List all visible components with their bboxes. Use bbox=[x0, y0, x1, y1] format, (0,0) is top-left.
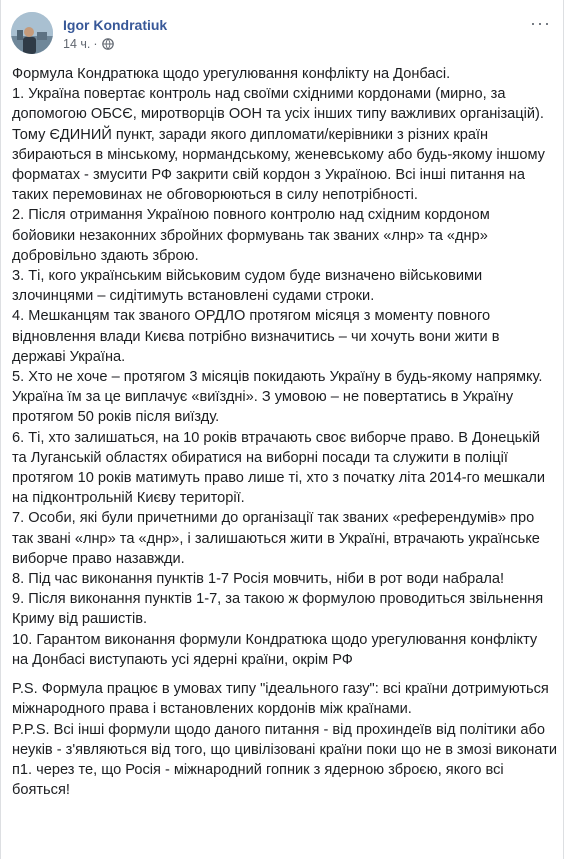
post-paragraph: 1. Україна повертає контроль над своїми східними кордонами (мирно, за допомогою ОБСЄ, миротворців ООН та усіх інших типу важливих організацій). Тому ЄДИНИЙ пункт, заради якого дипломати/керівники з різних країн збираються в мінському, нормандському, женевському або будь-якому іншому форматах - змусити РФ закрити свій кордон з Україною. Всі інші питання на таких перемовинах не обговорюються в силу непотрібності. bbox=[12, 86, 545, 204]
post-paragraph: 5. Хто не хоче – протягом 3 місяців покидають Україну в будь-якому напрямку. Україна їм за це виплачує «виїздні». З умовою – не повертатись в Україну протягом 50 років після виїзду. bbox=[12, 369, 543, 426]
post-paragraph: 6. Ті, хто залишаться, на 10 років втрачають своє виборче право. В Донецькій та Луганській областях обиратися на виборні посади та служити в поліції протягом 10 років матимуть право лише ті, хто з початку літа 2014-го мешкали на підконтрольній Києву території. bbox=[12, 429, 546, 507]
globe-icon[interactable] bbox=[102, 38, 114, 50]
meta-separator: · bbox=[93, 37, 98, 51]
more-options-icon[interactable]: ··· bbox=[530, 13, 551, 33]
post-paragraph: Формула Кондратюка щодо урегулювання конфлікту на Донбасі. bbox=[12, 66, 451, 82]
post-paragraph: 7. Особи, які були причетними до організації так званих «референдумів» про так звані «лнр» та «днр», і залишаються жити в Україні, втрачають українське виборче право назавжди. bbox=[12, 510, 540, 567]
post-meta bbox=[63, 37, 114, 51]
postscript-pps: P.P.S. Всі інші формули щодо даного питання - від прохиндеїв від політики або неуків - з'являються від того, що цивілізовані країни поки що не в змозі виконати п1. через те, що Росія - міжнародний гопник з ядерною зброєю, якого всі бояться! bbox=[12, 721, 557, 799]
post-paragraph: 10. Гарантом виконання формули Кондратюка щодо урегулювання конфлікту на Донбасі виступають усі ядерні країни, окрім РФ bbox=[12, 631, 538, 668]
author-avatar[interactable] bbox=[11, 12, 53, 54]
post-timestamp[interactable]: 14 ч. bbox=[63, 37, 91, 51]
post-paragraph: 2. Після отримання Україною повного контролю над східним кордоном бойовики незаконних збройних формувань так званих «лнр» та «днр» добровільно здають зброю. bbox=[12, 207, 490, 264]
post-body bbox=[12, 64, 557, 800]
postscript-ps: P.S. Формула працює в умовах типу "ідеального газу": всі країни дотримуються міжнародного права і встановлених кордонів між країнами. bbox=[12, 681, 549, 718]
post-paragraph: 8. Під час виконання пунктів 1-7 Росія мовчить, ніби в рот води набрала! bbox=[12, 571, 505, 588]
post-paragraph: 4. Мешканцям так званого ОРДЛО протягом місяця з моменту повного відновлення влади Києва потрібно визначитись – чи хочуть вони жити в державі Україна. bbox=[12, 308, 500, 365]
post-paragraph: 9. Після виконання пунктів 1-7, за такою ж формулою проводиться звільнення Криму від рашистів. bbox=[12, 591, 544, 628]
author-name[interactable]: Igor Kondratiuk bbox=[63, 17, 168, 33]
paragraph-gap bbox=[12, 670, 557, 679]
post-header bbox=[1, 0, 563, 66]
avatar-photo bbox=[11, 12, 53, 54]
post-paragraph: 3. Ті, кого українським військовим судом буде визначено військовими злочинцями – сидітимуть встановлені судами строки. bbox=[12, 268, 483, 305]
